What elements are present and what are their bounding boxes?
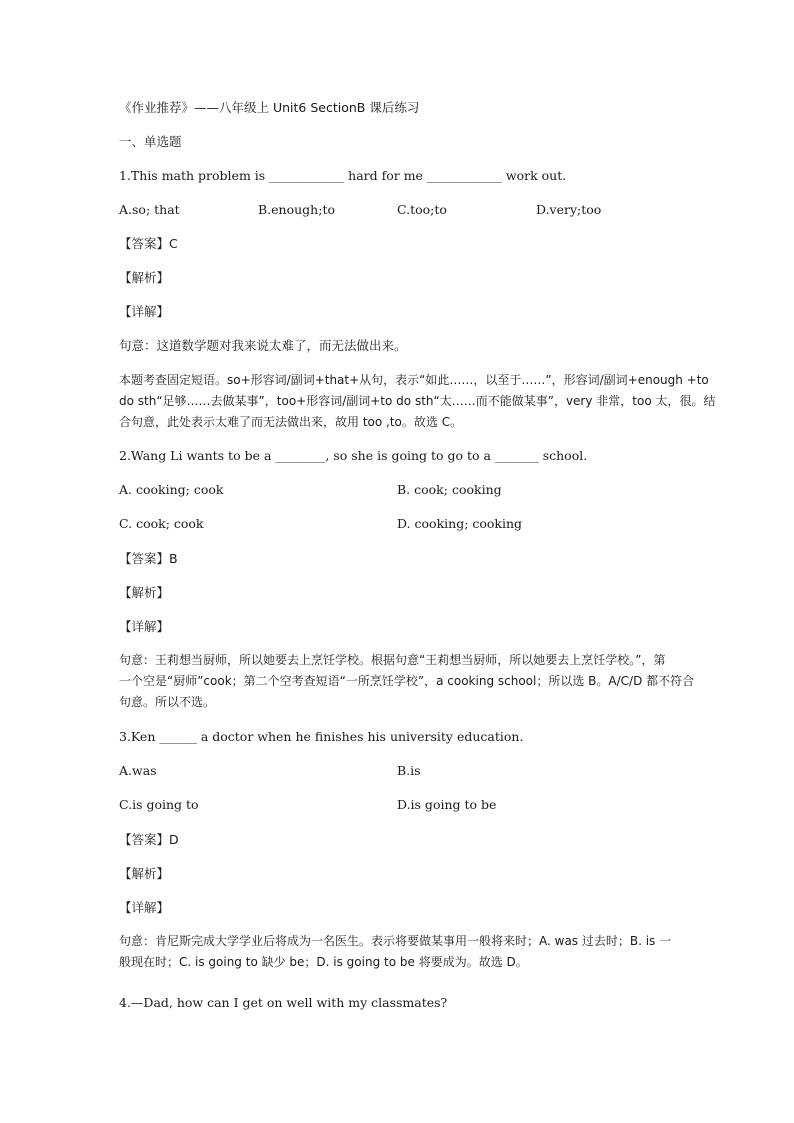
- explanation-line: 句意：肯尼斯完成大学学业后将成为一名医生。表示将要做某事用一般将来时；A. was 过去时；B. is 一: [119, 934, 672, 948]
- question-3-option-c: C.is going to: [119, 797, 199, 812]
- question-2-option-b: B. cook; cooking: [397, 482, 502, 497]
- question-1-explanation: [119, 370, 716, 433]
- question-2-explanation: [119, 650, 695, 713]
- explanation-line: do sth“足够……去做某事”，too+形容词/副词+to do sth“太……而不能做某事”，very 非常，too 太，很。结: [119, 394, 716, 408]
- question-1-option-b: B.enough;to: [258, 202, 335, 217]
- question-3-option-d: D.is going to be: [397, 797, 497, 812]
- question-2-option-a: A. cooking; cook: [119, 482, 224, 497]
- question-2-option-c: C. cook; cook: [119, 516, 204, 531]
- section-heading: 一、单选题: [119, 134, 182, 149]
- question-2-detail-label: 【详解】: [119, 619, 170, 634]
- question-3-answer: 【答案】D: [119, 832, 179, 847]
- question-3-explanation: [119, 931, 675, 973]
- explanation-line: 合句意，此处表示太难了而无法做出来，故用 too ,to。故选 C。: [119, 415, 463, 429]
- question-1-stem: 1.This math problem is ____________ hard for me ____________ work out.: [119, 168, 567, 183]
- question-3-option-a: A.was: [119, 763, 157, 778]
- question-1-detail-label: 【详解】: [119, 304, 170, 319]
- explanation-line: 句意。所以不选。: [119, 695, 216, 709]
- question-1-answer: 【答案】C: [119, 236, 178, 251]
- question-3-detail-label: 【详解】: [119, 900, 170, 915]
- explanation-line: 般现在时；C. is going to 缺少 be；D. is going to be 将要成为。故选 D。: [119, 955, 528, 969]
- question-1-option-a: A.so; that: [119, 202, 180, 217]
- question-2-analysis-label: 【解析】: [119, 585, 170, 600]
- question-1-analysis-label: 【解析】: [119, 270, 170, 285]
- question-1-meaning: 句意：这道数学题对我来说太难了，而无法做出来。: [119, 338, 407, 353]
- question-2-option-d: D. cooking; cooking: [397, 516, 523, 531]
- question-1-option-d: D.very;too: [536, 202, 602, 217]
- explanation-line: 一个空是“厨师”cook；第二个空考查短语“一所烹饪学校”，a cooking school；所以选 B。A/C/D 都不符合: [119, 674, 695, 688]
- question-2-stem: 2.Wang Li wants to be a ________, so she is going to go to a _______ school.: [119, 448, 588, 463]
- question-4-stem: 4.—Dad, how can I get on well with my classmates?: [119, 995, 448, 1010]
- explanation-line: 本题考查固定短语。so+形容词/副词+that+从句，表示“如此……，以至于……”，形容词/副词+enough +to: [119, 373, 709, 387]
- question-2-answer: 【答案】B: [119, 551, 178, 566]
- question-3-stem: 3.Ken ______ a doctor when he finishes his university education.: [119, 729, 524, 744]
- question-3-option-b: B.is: [397, 763, 421, 778]
- question-1-option-c: C.too;to: [397, 202, 447, 217]
- explanation-line: 句意：王莉想当厨师，所以她要去上烹饪学校。根据句意“王莉想当厨师，所以她要去上烹饪学校。”，第: [119, 653, 666, 667]
- question-3-analysis-label: 【解析】: [119, 866, 170, 881]
- page-title: 《作业推荐》——八年级上 Unit6 SectionB 课后练习: [119, 100, 420, 115]
